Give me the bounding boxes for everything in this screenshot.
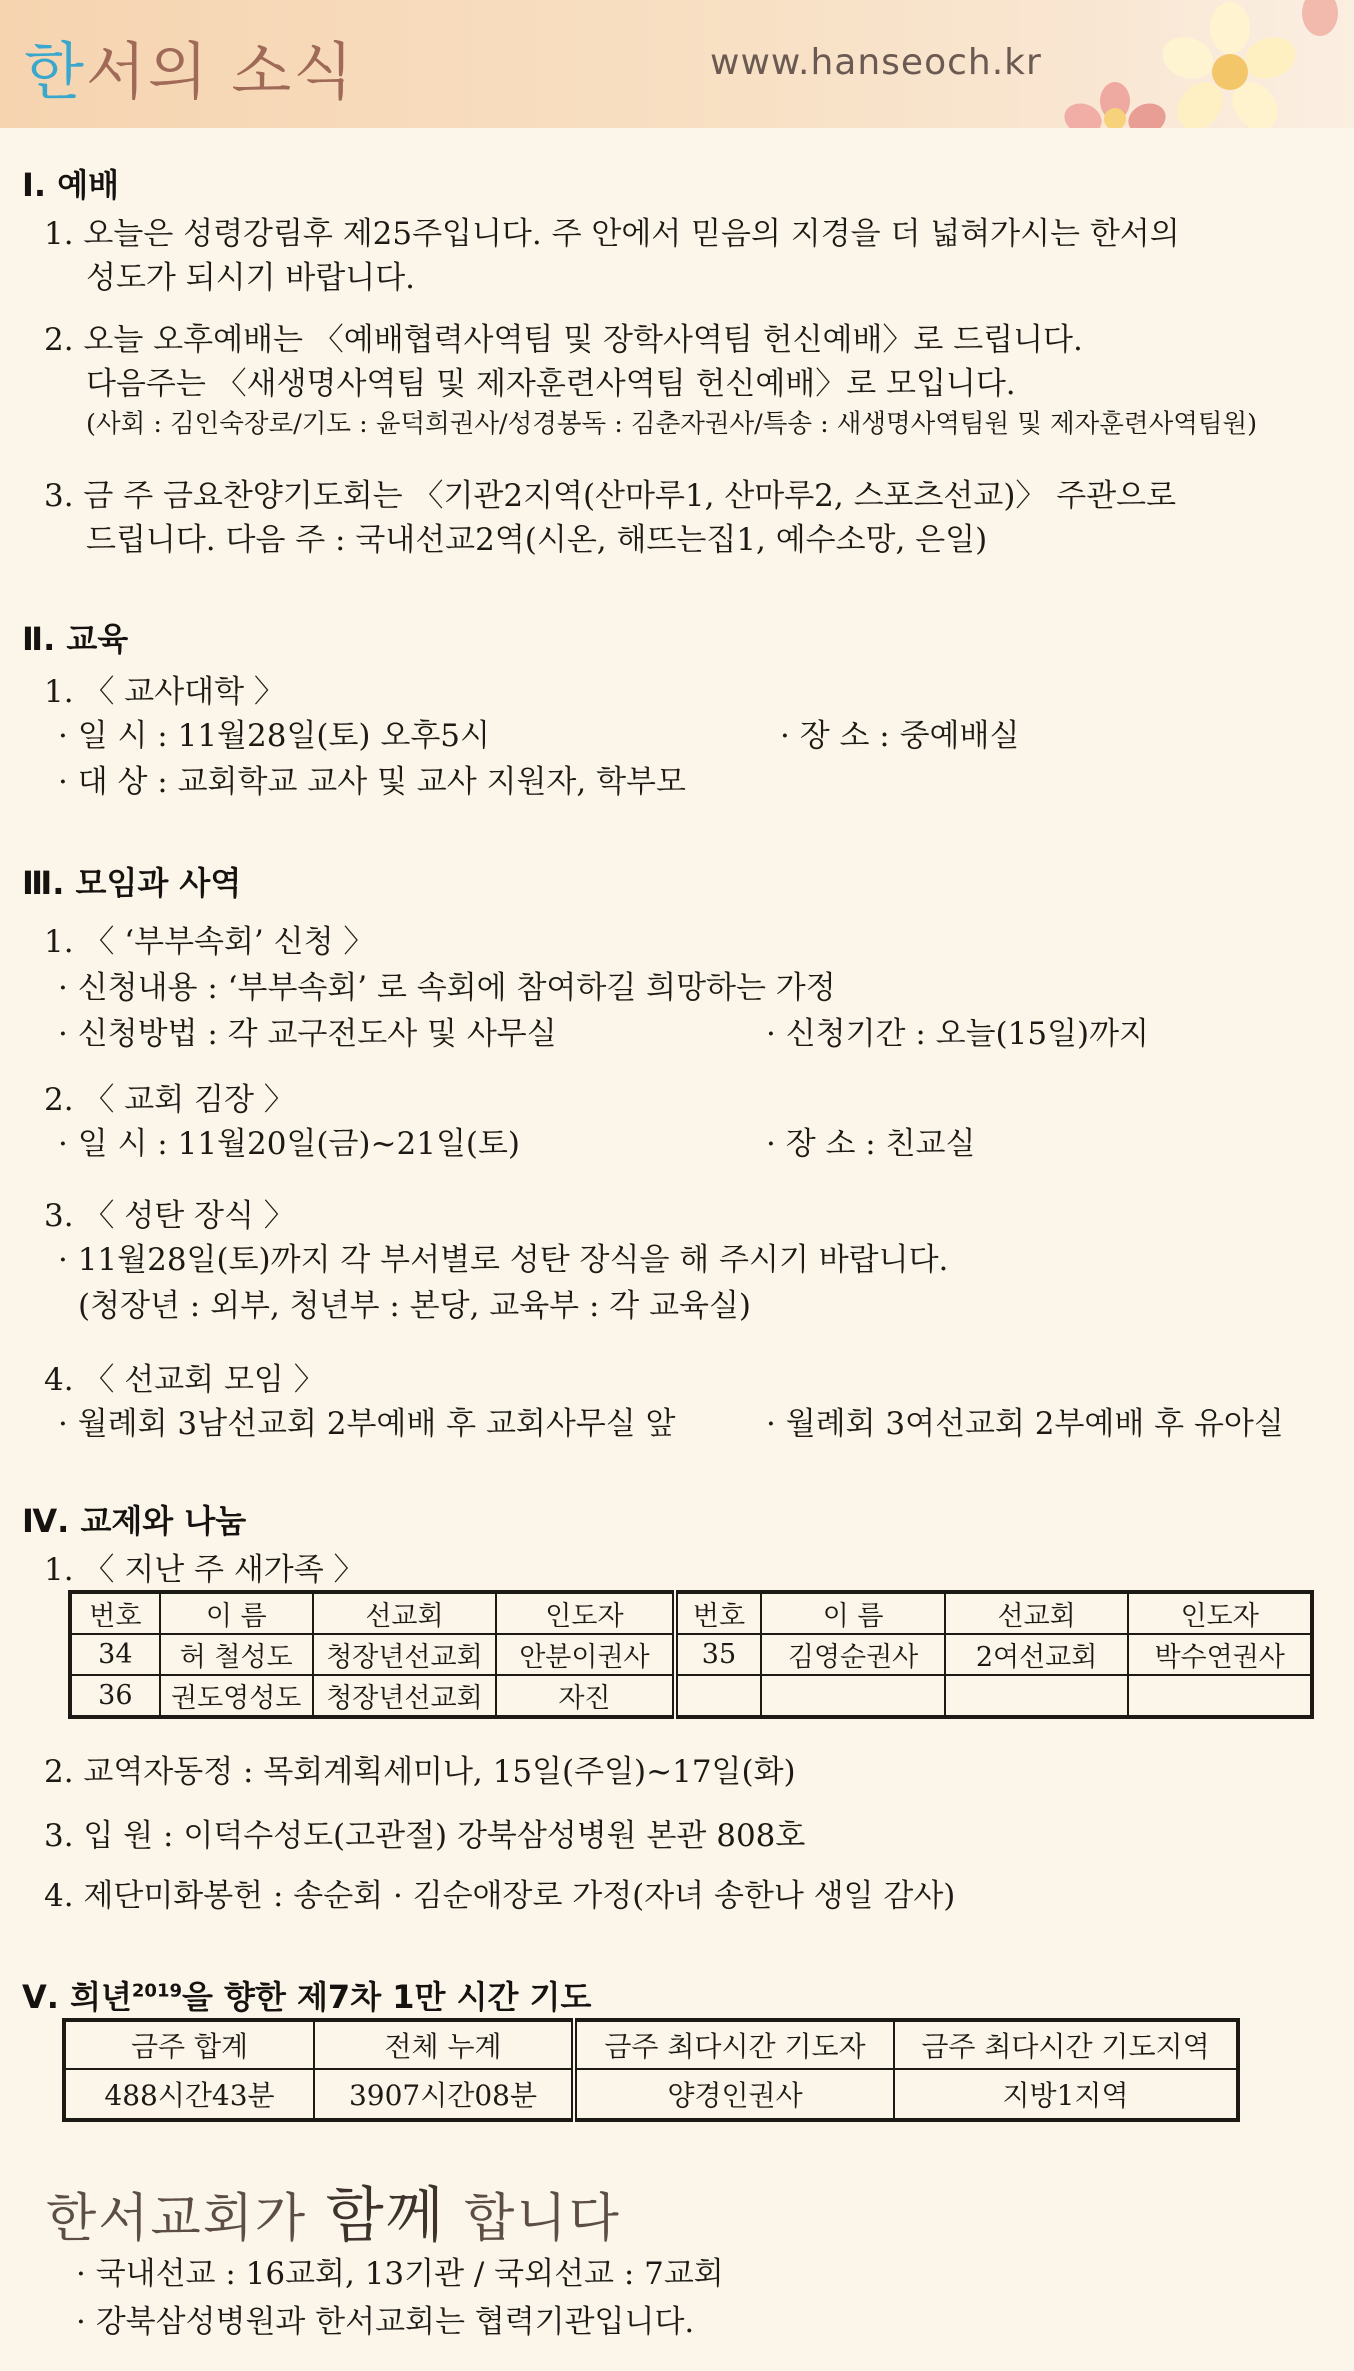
table-cell: 청장년선교회 (313, 1675, 497, 1717)
fellowship-item-1: 1. 〈 지난 주 새가족 〉 (44, 1552, 365, 1588)
table-cell: 2여선교회 (945, 1634, 1129, 1675)
table-cell (761, 1675, 945, 1717)
section-education-title: Ⅱ. 교육 (22, 620, 129, 658)
header-cell: 금주 최다시간 기도자 (574, 2020, 894, 2069)
header-cell: 이 름 (761, 1592, 945, 1634)
footer-missions: · 국내선교 : 16교회, 13기관 / 국외선교 : 7교회 (76, 2256, 724, 2292)
header-cell: 금주 최다시간 기도지역 (894, 2020, 1238, 2069)
table-row (70, 1675, 1312, 1717)
table-cell: 김영순권사 (761, 1634, 945, 1675)
worship-item-2-line1: 2. 오늘 오후예배는 〈예배협력사역팀 및 장학사역팀 헌신예배〉로 드립니다. (44, 322, 1083, 358)
worship-item-3-line1: 3. 금 주 금요찬양기도회는 〈기관2지역(산마루1, 산마루2, 스포츠선교)〉 주관으로 (44, 478, 1177, 514)
header-cell: 선교회 (945, 1592, 1129, 1634)
fellowship-item-4: 4. 제단미화봉헌 : 송순회 · 김순애장로 가정(자녀 송한나 생일 감사) (44, 1878, 956, 1914)
header-cell: 번호 (70, 1592, 160, 1634)
table-cell: 허 철성도 (160, 1634, 313, 1675)
meeting-3-title: 3. 〈 성탄 장식 〉 (44, 1198, 295, 1234)
new-family-table (68, 1590, 1314, 1719)
table-cell: 박수연권사 (1128, 1634, 1312, 1675)
flower-decoration-small-icon (1060, 82, 1180, 128)
table-cell (675, 1675, 762, 1717)
website-url[interactable]: www.hanseoch.kr (710, 42, 1042, 83)
header-cell: 이 름 (160, 1592, 313, 1634)
table-cell (945, 1675, 1129, 1717)
table-cell: 36 (70, 1675, 160, 1717)
meeting-1-content: · 신청내용 : ‘부부속회’ 로 속회에 참여하길 희망하는 가정 (58, 970, 836, 1006)
meeting-2-title: 2. 〈 교회 김장 〉 (44, 1082, 295, 1118)
worship-item-3-line2: 드립니다. 다음 주 : 국내선교2역(시온, 해뜨는집1, 예수소망, 은일) (86, 522, 988, 558)
meeting-4-women: · 월례회 3여선교회 2부예배 후 유아실 (766, 1406, 1284, 1442)
meeting-1-period: · 신청기간 : 오늘(15일)까지 (766, 1016, 1150, 1052)
table-row (70, 1634, 1312, 1675)
table-cell: 3907시간08분 (314, 2069, 574, 2120)
meeting-1-method: · 신청방법 : 각 교구전도사 및 사무실 (58, 1016, 557, 1052)
newsletter-title: 한서의 소식 (24, 35, 356, 108)
table-cell: 청장년선교회 (313, 1634, 497, 1675)
table-cell: 자진 (496, 1675, 674, 1717)
worship-item-2-line3: (사회 : 김인숙장로/기도 : 윤덕희권사/성경봉독 : 김춘자권사/특송 : 새생명사역팀원 및 제자훈련사역팀원) (86, 409, 1258, 439)
footer-partnership: · 강북삼성병원과 한서교회는 협력기관입니다. (76, 2304, 695, 2340)
header-cell: 전체 누계 (314, 2020, 574, 2069)
header-cell: 금주 합계 (64, 2020, 314, 2069)
prayer-hours-table (62, 2018, 1240, 2122)
fellowship-item-3: 3. 입 원 : 이덕수성도(고관절) 강북삼성병원 본관 808호 (44, 1818, 806, 1854)
table-header-row (70, 1592, 1312, 1634)
education-target: · 대 상 : 교회학교 교사 및 교사 지원자, 학부모 (58, 764, 686, 800)
table-header-row (64, 2020, 1238, 2069)
meeting-1-title: 1. 〈 ‘부부속회’ 신청 〉 (44, 924, 375, 960)
meeting-3-detail: (청장년 : 외부, 청년부 : 본당, 교육부 : 각 교육실) (78, 1288, 751, 1324)
education-item-1: 1. 〈 교사대학 〉 (44, 674, 285, 710)
header-cell: 인도자 (1128, 1592, 1312, 1634)
table-cell: 488시간43분 (64, 2069, 314, 2120)
education-place: · 장 소 : 중예배실 (780, 718, 1020, 754)
meeting-3-content: · 11월28일(토)까지 각 부서별로 성탄 장식을 해 주시기 바랍니다. (58, 1242, 949, 1278)
meeting-2-place: · 장 소 : 친교실 (766, 1126, 976, 1162)
header-cell: 선교회 (313, 1592, 497, 1634)
meeting-4-title: 4. 〈 선교회 모임 〉 (44, 1362, 325, 1398)
worship-item-2-line2: 다음주는 〈새생명사역팀 및 제자훈련사역팀 헌신예배〉로 모입니다. (86, 366, 1016, 402)
table-cell: 지방1지역 (894, 2069, 1238, 2120)
section-prayer-title: Ⅴ. 희년$^{2019}$을 향한 제7차 1만 시간 기도 (22, 1978, 592, 2016)
flower-decoration-corner-icon (1296, 0, 1354, 60)
section-meetings-title: Ⅲ. 모임과 사역 (22, 864, 242, 902)
table-cell: 안분이권사 (496, 1634, 674, 1675)
table-cell: 권도영성도 (160, 1675, 313, 1717)
education-time: · 일 시 : 11월28일(토) 오후5시 (58, 718, 490, 754)
table-cell: 양경인권사 (574, 2069, 894, 2120)
table-cell: 35 (675, 1634, 762, 1675)
fellowship-item-2: 2. 교역자동정 : 목회계획세미나, 15일(주일)~17일(화) (44, 1754, 796, 1790)
section-fellowship-title: Ⅳ. 교제와 나눔 (22, 1502, 247, 1540)
table-row (64, 2069, 1238, 2120)
header-cell: 인도자 (496, 1592, 674, 1634)
section-worship-title: Ⅰ. 예배 (22, 166, 120, 204)
header-cell: 번호 (675, 1592, 762, 1634)
meeting-2-time: · 일 시 : 11월20일(금)~21일(토) (58, 1126, 521, 1162)
worship-item-1-line2: 성도가 되시기 바랍니다. (86, 260, 416, 296)
meeting-4-men: · 월례회 3남선교회 2부예배 후 교회사무실 앞 (58, 1406, 676, 1442)
footer-slogan: 한서교회가 함께 합니다 (46, 2181, 621, 2251)
page-header (0, 0, 1354, 128)
table-cell: 34 (70, 1634, 160, 1675)
worship-item-1-line1: 1. 오늘은 성령강림후 제25주입니다. 주 안에서 믿음의 지경을 더 넓혀가시는 한서의 (44, 216, 1180, 252)
table-cell (1128, 1675, 1312, 1717)
